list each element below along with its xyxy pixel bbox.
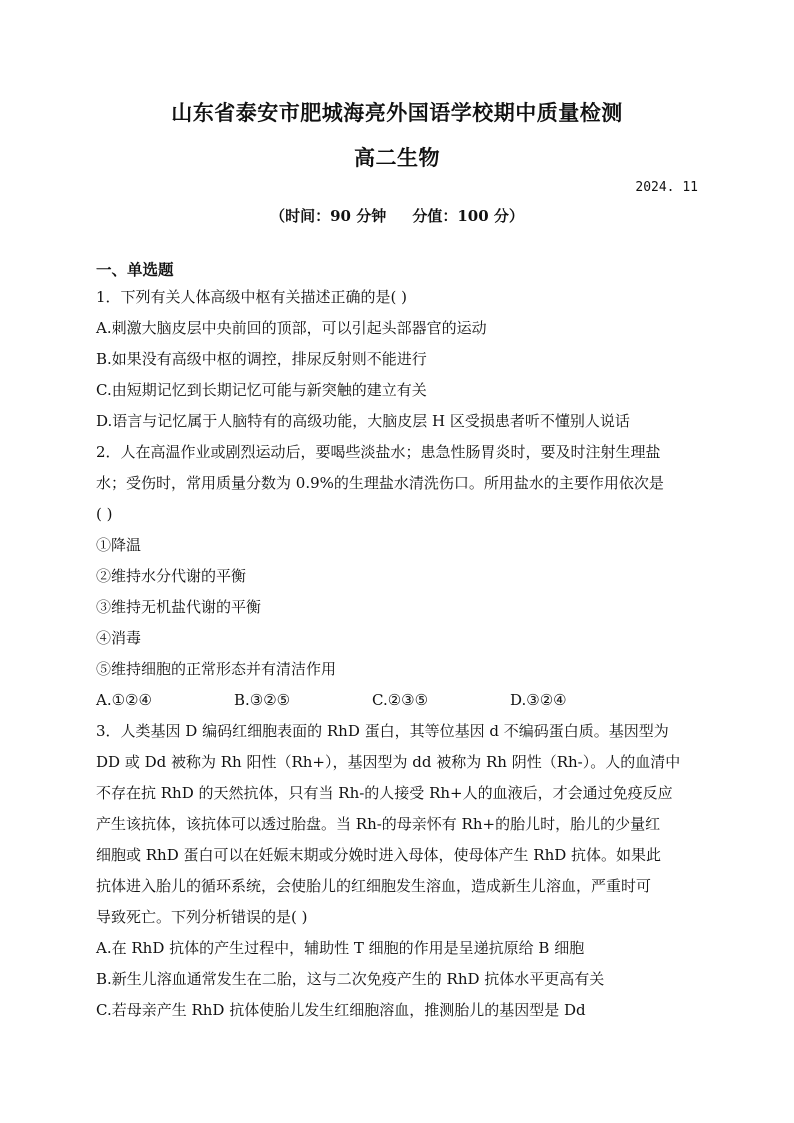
question-2-stem-line-3: ( ) xyxy=(96,505,113,523)
question-2-item-3: ③维持无机盐代谢的平衡 xyxy=(96,598,262,616)
question-2-options xyxy=(96,685,700,716)
exam-meta: （时间：90 分钟 分值：100 分） xyxy=(270,207,524,225)
question-2-item-5: ⑤维持细胞的正常形态并有清洁作用 xyxy=(96,660,337,678)
question-1-stem: 1．下列有关人体高级中枢有关描述正确的是( ) xyxy=(96,288,408,306)
question-2-item-1: ①降温 xyxy=(96,536,142,554)
question-2-option-b: B.③②⑤ xyxy=(234,691,291,709)
question-3-option-a: A.在 RhD 抗体的产生过程中，辅助性 T 细胞的作用是呈递抗原给 B 细胞 xyxy=(96,939,585,957)
question-3-stem-line-4: 产生该抗体，该抗体可以透过胎盘。当 Rh-的母亲怀有 Rh+的胎儿时，胎儿的少量红 xyxy=(96,815,661,833)
question-2-option-d: D.③②④ xyxy=(510,691,567,709)
question-3-stem-line-2: DD 或 Dd 被称为 Rh 阳性（Rh+），基因型为 dd 被称为 Rh 阴性（Rh-）。人的血清中 xyxy=(96,753,681,771)
question-3-stem-line-5: 细胞或 RhD 蛋白可以在妊娠末期或分娩时进入母体，使母体产生 RhD 抗体。如果此 xyxy=(96,846,662,864)
question-1-option-c: C.由短期记忆到长期记忆可能与新突触的建立有关 xyxy=(96,381,427,399)
question-1-option-d: D.语言与记忆属于人脑特有的高级功能，大脑皮层 H 区受损患者听不懂别人说话 xyxy=(96,412,630,430)
question-2-item-4: ④消毒 xyxy=(96,629,142,647)
question-3-stem-line-7: 导致死亡。下列分析错误的是( ) xyxy=(96,908,308,926)
questions-content xyxy=(96,282,700,1026)
question-3-option-b: B.新生儿溶血通常发生在二胎，这与二次免疫产生的 RhD 抗体水平更高有关 xyxy=(96,970,605,988)
question-1-option-a: A.刺激大脑皮层中央前回的顶部，可以引起头部器官的运动 xyxy=(96,319,487,337)
question-3-option-c: C.若母亲产生 RhD 抗体使胎儿发生红细胞溶血，推测胎儿的基因型是 Dd xyxy=(96,1001,586,1019)
question-3-stem-line-6: 抗体进入胎儿的循环系统，会使胎儿的红细胞发生溶血，造成新生儿溶血，严重时可 xyxy=(96,877,652,895)
page-subtitle: 高二生物 xyxy=(354,145,440,170)
question-2-stem-line-2: 水；受伤时，常用质量分数为 0.9%的生理盐水清洗伤口。所用盐水的主要作用依次是 xyxy=(96,474,664,492)
question-3-stem-line-1: 3．人类基因 D 编码红细胞表面的 RhD 蛋白，其等位基因 d 不编码蛋白质。基因型为 xyxy=(96,722,669,740)
question-2-option-a: A.①②④ xyxy=(96,691,152,709)
page-title: 山东省泰安市肥城海亮外国语学校期中质量检测 xyxy=(171,100,623,125)
question-2-option-c: C.②③⑤ xyxy=(372,691,429,709)
question-2-stem-line-1: 2．人在高温作业或剧烈运动后，要喝些淡盐水；患急性肠胃炎时，要及时注射生理盐 xyxy=(96,443,661,461)
section-title: 一、单选题 xyxy=(96,260,174,279)
exam-date: 2024. 11 xyxy=(635,180,698,195)
question-1-option-b: B.如果没有高级中枢的调控，排尿反射则不能进行 xyxy=(96,350,427,368)
question-3-stem-line-3: 不存在抗 RhD 的天然抗体，只有当 Rh-的人接受 Rh+人的血液后，才会通过免疫反应 xyxy=(96,784,673,802)
question-2-item-2: ②维持水分代谢的平衡 xyxy=(96,567,247,585)
